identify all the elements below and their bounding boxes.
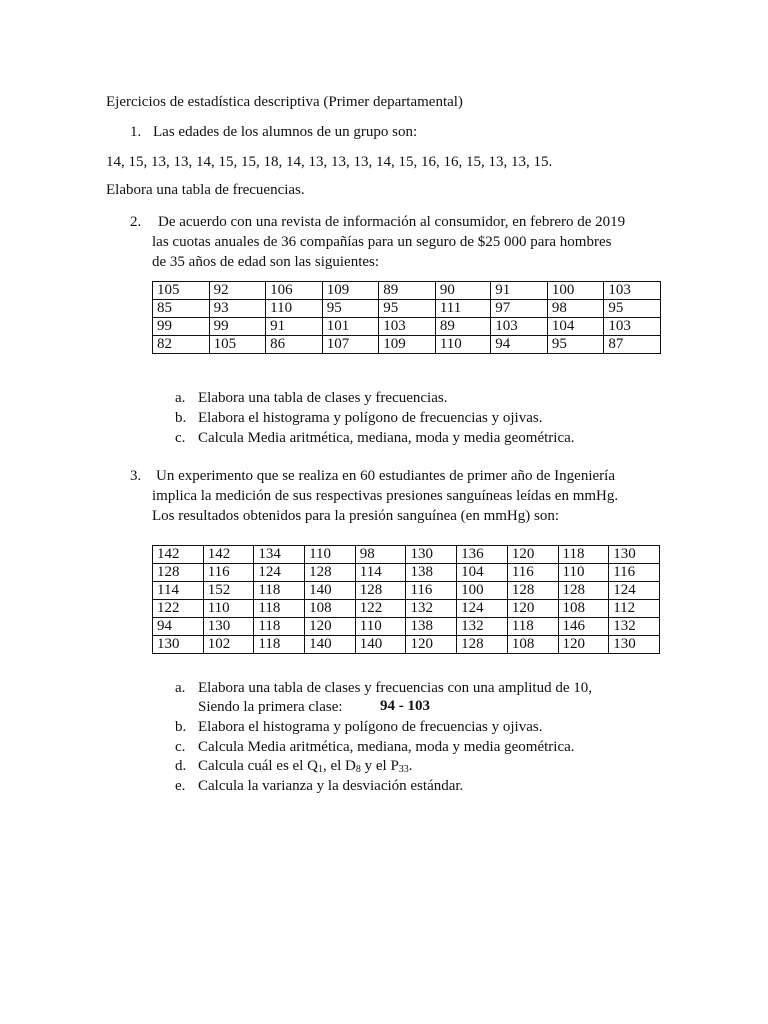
table-cell: 118: [558, 546, 609, 564]
ex3-task-d-letter: d.: [175, 758, 187, 774]
table-cell: 110: [558, 564, 609, 582]
q-subscript: 1: [317, 764, 323, 775]
table-cell: 142: [153, 546, 204, 564]
table-row: [153, 600, 660, 618]
table-cell: 130: [609, 546, 660, 564]
table-cell: 91: [266, 318, 323, 336]
table-cell: 140: [355, 636, 406, 654]
table-row: [153, 582, 660, 600]
ex3-task-a-line2: Siendo la primera clase:: [198, 699, 343, 715]
ex1-instruction: Elabora una tabla de frecuencias.: [106, 182, 305, 198]
table-cell: 110: [355, 618, 406, 636]
table-cell: 122: [153, 600, 204, 618]
table-cell: 118: [254, 600, 305, 618]
table-row: [153, 336, 661, 354]
ex2-task-text: Calcula Media aritmética, mediana, moda y media geométrica.: [198, 430, 575, 446]
table-cell: 95: [547, 336, 604, 354]
table-cell: 87: [604, 336, 661, 354]
p-subscript: 33: [398, 764, 409, 775]
table-cell: 116: [406, 582, 457, 600]
table-cell: 132: [406, 600, 457, 618]
table-cell: 110: [203, 600, 254, 618]
table-cell: 112: [609, 600, 660, 618]
table-cell: 138: [406, 618, 457, 636]
ex3-number: 3.: [130, 468, 142, 484]
table-cell: 132: [457, 618, 508, 636]
table-cell: 101: [322, 318, 379, 336]
table-cell: 130: [153, 636, 204, 654]
ex3-line-1: Un experimento que se realiza en 60 estudiantes de primer año de Ingeniería: [156, 468, 615, 484]
table-row: [153, 564, 660, 582]
table-cell: 152: [203, 582, 254, 600]
table-cell: 98: [355, 546, 406, 564]
table-cell: 103: [491, 318, 548, 336]
table-cell: 94: [491, 336, 548, 354]
ex3-task-c-letter: c.: [175, 739, 186, 755]
table-cell: 104: [457, 564, 508, 582]
table-cell: 128: [507, 582, 558, 600]
ex3-task-a-letter: a.: [175, 680, 186, 696]
table-cell: 95: [604, 300, 661, 318]
table-cell: 130: [406, 546, 457, 564]
table-cell: 92: [209, 282, 266, 300]
table-cell: 98: [547, 300, 604, 318]
table-cell: 103: [604, 318, 661, 336]
table-cell: 100: [457, 582, 508, 600]
table-cell: 128: [457, 636, 508, 654]
ex3-task-e-letter: e.: [175, 778, 186, 794]
table-cell: 95: [379, 300, 436, 318]
table-cell: 103: [604, 282, 661, 300]
table-cell: 89: [435, 318, 490, 336]
table-cell: 124: [457, 600, 508, 618]
table-cell: 94: [153, 618, 204, 636]
table-cell: 86: [266, 336, 323, 354]
table-cell: 118: [507, 618, 558, 636]
table-cell: 111: [435, 300, 490, 318]
table-cell: 114: [153, 582, 204, 600]
ex2-task-text: Elabora el histograma y polígono de frecuencias y ojivas.: [198, 410, 543, 426]
table-row: [153, 318, 661, 336]
table-cell: 110: [435, 336, 490, 354]
task-d-prefix: Calcula cuál es el Q: [198, 758, 318, 774]
ex2-task-text: Elabora una tabla de clases y frecuencias.: [198, 390, 448, 406]
table-cell: 132: [609, 618, 660, 636]
ex3-task-e-text: Calcula la varianza y la desviación estándar.: [198, 778, 464, 794]
table-cell: 116: [609, 564, 660, 582]
table-cell: 120: [558, 636, 609, 654]
table-cell: 89: [379, 282, 436, 300]
ex2-task-letter: b.: [175, 410, 187, 426]
table-cell: 130: [203, 618, 254, 636]
table-cell: 122: [355, 600, 406, 618]
ex1-text: Las edades de los alumnos de un grupo son:: [153, 124, 418, 140]
table-cell: 138: [406, 564, 457, 582]
table-cell: 120: [507, 600, 558, 618]
table-cell: 128: [153, 564, 204, 582]
table-cell: 120: [406, 636, 457, 654]
table-cell: 109: [322, 282, 379, 300]
ex1-number: 1.: [130, 124, 142, 140]
table-cell: 108: [507, 636, 558, 654]
table-cell: 130: [609, 636, 660, 654]
table-cell: 136: [457, 546, 508, 564]
table-cell: 105: [153, 282, 210, 300]
table-cell: 116: [203, 564, 254, 582]
table-cell: 95: [322, 300, 379, 318]
ex2-line-2: las cuotas anuales de 36 compañías para un seguro de $25 000 para hombres: [152, 234, 612, 250]
ex3-line-3: Los resultados obtenidos para la presión sanguínea (en mmHg) son:: [152, 508, 559, 524]
table-cell: 146: [558, 618, 609, 636]
table-cell: 108: [305, 600, 356, 618]
table-cell: 100: [547, 282, 604, 300]
table-cell: 142: [203, 546, 254, 564]
ex2-task-letter: c.: [175, 430, 186, 446]
ex3-first-class: 94 - 103: [380, 698, 430, 714]
task-d-mid1: , el D: [322, 758, 356, 774]
table-cell: 140: [305, 636, 356, 654]
table-cell: 82: [153, 336, 210, 354]
ex1-data: 14, 15, 13, 13, 14, 15, 15, 18, 14, 13, 13, 13, 14, 15, 16, 16, 15, 13, 13, 15.: [106, 154, 553, 170]
table-cell: 110: [305, 546, 356, 564]
task-d-end: .: [408, 758, 413, 774]
table-cell: 128: [305, 564, 356, 582]
table-row: [153, 618, 660, 636]
ex2-number: 2.: [130, 214, 142, 230]
ex3-task-a-text: Elabora una tabla de clases y frecuencias con una amplitud de 10,: [198, 680, 593, 696]
ex2-task-letter: a.: [175, 390, 186, 406]
task-d-mid2: y el P: [360, 758, 399, 774]
table-cell: 85: [153, 300, 210, 318]
table-cell: 118: [254, 636, 305, 654]
table-cell: 110: [266, 300, 323, 318]
table-cell: 107: [322, 336, 379, 354]
d-subscript: 8: [355, 764, 361, 775]
table-cell: 124: [609, 582, 660, 600]
table-cell: 118: [254, 618, 305, 636]
table-cell: 97: [491, 300, 548, 318]
table-cell: 106: [266, 282, 323, 300]
ex2-line-1: De acuerdo con una revista de información al consumidor, en febrero de 2019: [158, 214, 626, 230]
ex3-line-2: implica la medición de sus respectivas presiones sanguíneas leídas en mmHg.: [152, 488, 619, 504]
table-cell: 102: [203, 636, 254, 654]
table-cell: 124: [254, 564, 305, 582]
table-cell: 109: [379, 336, 436, 354]
table-cell: 93: [209, 300, 266, 318]
ex3-pressure-table: [152, 545, 660, 654]
ex2-premium-table: [152, 281, 661, 354]
table-cell: 99: [209, 318, 266, 336]
table-cell: 120: [305, 618, 356, 636]
ex3-task-b-letter: b.: [175, 719, 187, 735]
table-cell: 108: [558, 600, 609, 618]
table-cell: 120: [507, 546, 558, 564]
table-cell: 105: [209, 336, 266, 354]
table-cell: 128: [558, 582, 609, 600]
table-cell: 116: [507, 564, 558, 582]
table-cell: 104: [547, 318, 604, 336]
ex2-line-3: de 35 años de edad son las siguientes:: [152, 254, 380, 270]
table-row: [153, 636, 660, 654]
table-cell: 91: [491, 282, 548, 300]
table-row: [153, 300, 661, 318]
table-cell: 90: [435, 282, 490, 300]
table-cell: 103: [379, 318, 436, 336]
table-row: [153, 282, 661, 300]
table-cell: 114: [355, 564, 406, 582]
table-cell: 99: [153, 318, 210, 336]
ex3-task-b-text: Elabora el histograma y polígono de frecuencias y ojivas.: [198, 719, 543, 735]
table-cell: 140: [305, 582, 356, 600]
table-cell: 128: [355, 582, 406, 600]
document-title: Ejercicios de estadística descriptiva (Primer departamental): [106, 94, 463, 110]
ex3-task-c-text: Calcula Media aritmética, mediana, moda y media geométrica.: [198, 739, 575, 755]
table-cell: 134: [254, 546, 305, 564]
table-cell: 118: [254, 582, 305, 600]
table-row: [153, 546, 660, 564]
